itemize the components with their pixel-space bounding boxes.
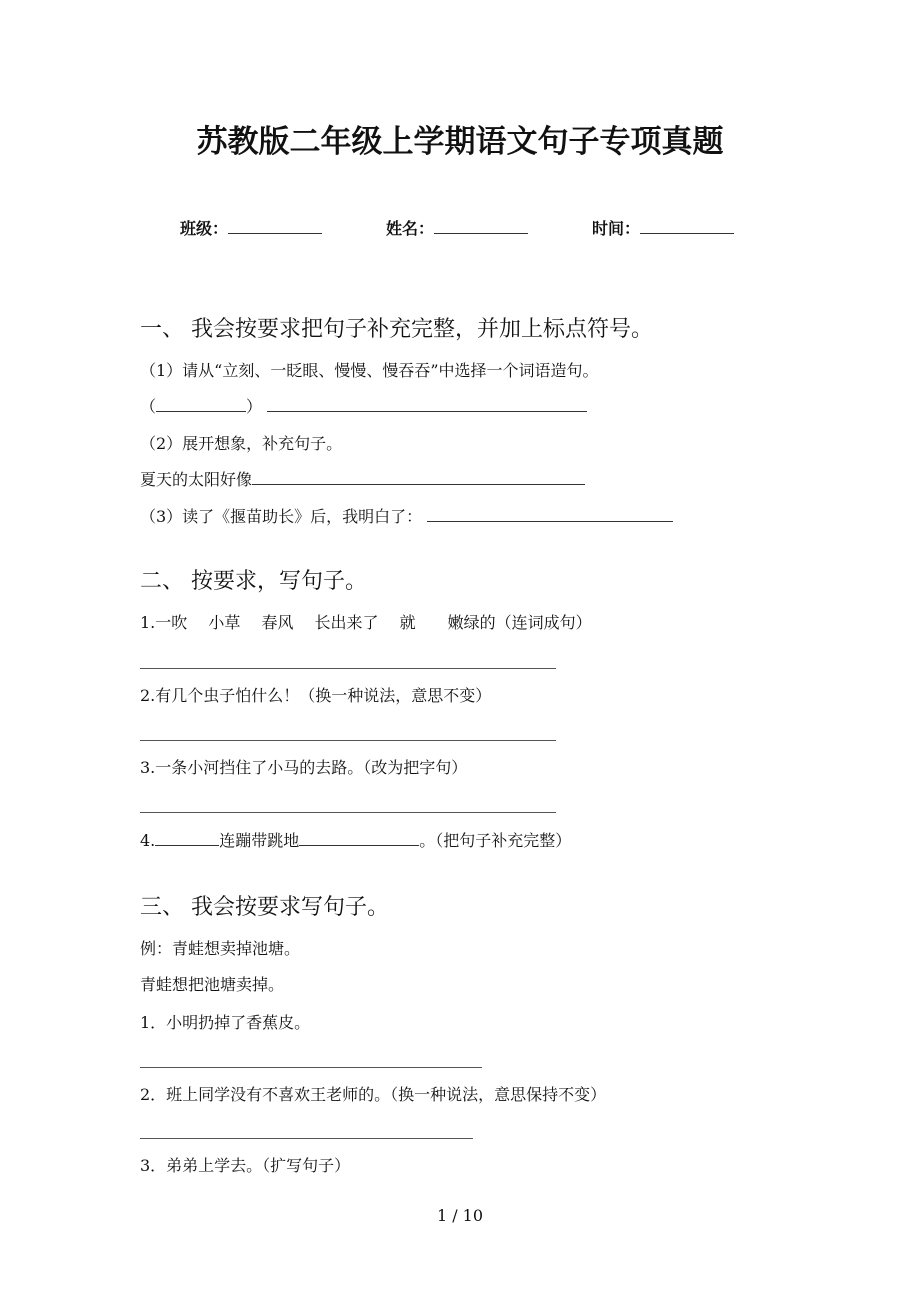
s1-q2-answer bbox=[140, 470, 585, 490]
time-label: 时间： bbox=[592, 219, 641, 238]
s2-question-1: 1.一吹 小草 春风 长出来了 就 嫩绿的（连词成句） bbox=[140, 613, 592, 632]
name-field bbox=[386, 216, 528, 239]
blank-1[interactable] bbox=[155, 831, 219, 846]
answer-line[interactable] bbox=[140, 812, 556, 813]
page-title: 苏教版二年级上学期语文句子专项真题 bbox=[196, 124, 724, 160]
answer-blank[interactable] bbox=[427, 507, 673, 522]
blank-2[interactable] bbox=[299, 831, 419, 846]
answer-line[interactable] bbox=[140, 1138, 473, 1139]
time-blank[interactable] bbox=[640, 219, 734, 234]
s2-question-2: 2.有几个虫子怕什么！（换一种说法，意思不变） bbox=[140, 686, 492, 705]
s1-question-1: （1）请从“立刻、一眨眼、慢慢、慢吞吞”中选择一个词语造句。 bbox=[140, 361, 599, 380]
q4-number: 4. bbox=[140, 831, 156, 850]
answer-line[interactable] bbox=[140, 740, 556, 741]
q4-end: 。（把句子补充完整） bbox=[419, 831, 572, 850]
s1-q1-answer bbox=[140, 397, 587, 417]
example-1: 例：青蛙想卖掉池塘。 bbox=[140, 939, 301, 958]
section-3-heading: 三、 我会按要求写句子。 bbox=[140, 895, 389, 920]
class-field bbox=[180, 216, 322, 239]
time-field bbox=[592, 216, 734, 239]
answer-blank[interactable] bbox=[252, 470, 585, 485]
s3-question-2: 2．班上同学没有不喜欢王老师的。（换一种说法，意思保持不变） bbox=[140, 1085, 607, 1104]
s3-question-1: 1．小明扔掉了香蕉皮。 bbox=[140, 1013, 311, 1032]
section-2-heading: 二、 按要求，写句子。 bbox=[140, 569, 367, 594]
s1-question-2: （2）展开想象，补充句子。 bbox=[140, 434, 343, 453]
class-label: 班级： bbox=[180, 219, 229, 238]
close-paren: ） bbox=[246, 397, 263, 416]
page-number: 1 / 10 bbox=[436, 1206, 484, 1225]
s2-question-3: 3.一条小河挡住了小马的去路。（改为把字句） bbox=[140, 758, 468, 777]
q4-mid: 连蹦带跳地 bbox=[219, 831, 300, 850]
s2-question-4 bbox=[140, 831, 571, 851]
sentence-blank[interactable] bbox=[267, 397, 587, 412]
answer-line[interactable] bbox=[140, 668, 556, 669]
open-paren: （ bbox=[140, 397, 157, 416]
word-blank[interactable] bbox=[156, 397, 246, 412]
s3-question-3: 3．弟弟上学去。（扩写句子） bbox=[140, 1156, 351, 1175]
section-1-heading: 一、 我会按要求把句子补充完整，并加上标点符号。 bbox=[140, 317, 653, 342]
q3-text: （3）读了《揠苗助长》后，我明白了： bbox=[140, 507, 423, 526]
example-2: 青蛙想把池塘卖掉。 bbox=[140, 975, 285, 994]
prompt: 夏天的太阳好像 bbox=[140, 470, 253, 489]
name-label: 姓名： bbox=[386, 219, 435, 238]
answer-line[interactable] bbox=[140, 1067, 482, 1068]
name-blank[interactable] bbox=[434, 219, 528, 234]
class-blank[interactable] bbox=[228, 219, 322, 234]
s1-question-3 bbox=[140, 507, 673, 527]
